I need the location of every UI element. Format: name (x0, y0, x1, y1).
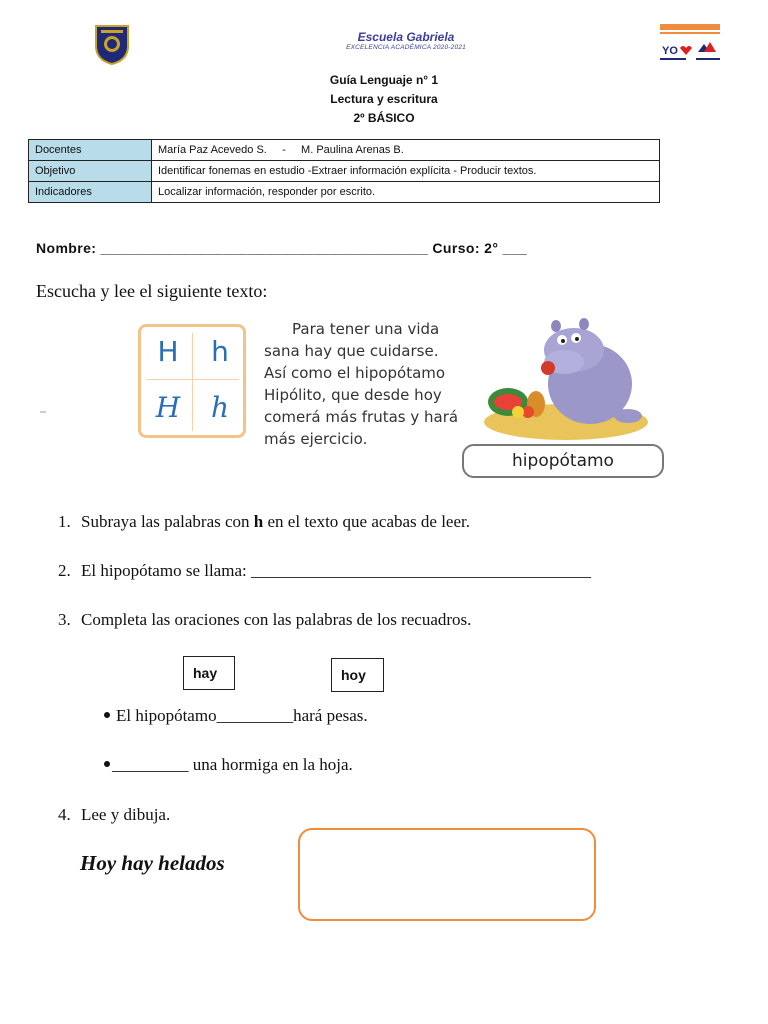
row-label-docentes: Docentes (29, 140, 152, 161)
uppercase-h-print: H (157, 335, 179, 368)
question-number: 4. (58, 805, 71, 824)
sponsor-logos (658, 22, 722, 66)
sentence-text: El hipopótamo_________hará pesas. (116, 706, 368, 725)
row-value-docentes: María Paz Acevedo S. - M. Paulina Arenas B. (152, 140, 660, 161)
bullet-icon (104, 761, 110, 767)
word-box-hay: hay (183, 656, 235, 690)
margin-mark (40, 402, 46, 408)
word-box-hoy: hoy (331, 658, 384, 692)
question-3 (58, 610, 471, 630)
story-line: más ejercicio. (264, 430, 368, 448)
school-name: Escuela Gabriela (357, 30, 455, 44)
row-value-objetivo: Identificar fonemas en estudio -Extraer información explícita - Producir textos. (152, 161, 660, 182)
question-2-text: El hipopótamo se llama: ________________________________________ (81, 561, 591, 580)
guide-subtitle: Lectura y escritura (330, 92, 438, 106)
question-number: 3. (58, 610, 71, 629)
question-1-letter: h (253, 512, 264, 531)
story-line: Hipólito, que desde hoy (264, 386, 442, 404)
drawing-area[interactable] (298, 828, 596, 921)
svg-text:YO: YO (662, 45, 678, 57)
word-label-hipopotamo: hipopótamo (462, 444, 664, 478)
story-text (264, 318, 464, 450)
school-motto: EXCELENCIA ACADÉMICA 2020-2021 (346, 44, 466, 51)
row-label-objetivo: Objetivo (29, 161, 152, 182)
row-label-indicadores: Indicadores (29, 182, 152, 203)
sentence-item-1 (104, 706, 368, 726)
grade-level: 2º BÁSICO (353, 111, 415, 125)
question-1 (58, 512, 470, 532)
hippo-eating-fruit-illustration (478, 312, 648, 442)
question-1-text-start: Subraya las palabras con (81, 512, 254, 531)
lowercase-h-cursive: h (210, 391, 230, 424)
sentence-text: _________ una hormiga en la hoja. (112, 755, 353, 774)
question-number: 2. (58, 561, 71, 580)
row-value-indicadores: Localizar información, responder por escrito. (152, 182, 660, 203)
question-number: 1. (58, 512, 71, 531)
uppercase-h-cursive: H (155, 391, 181, 424)
question-3-text: Completa las oraciones con las palabras de los recuadros. (81, 610, 472, 629)
question-2 (58, 561, 591, 581)
name-course-line: Nombre: ________________________________________ Curso: 2° ___ (36, 240, 528, 256)
story-line: sana hay que cuidarse. (264, 342, 439, 360)
question-4-text: Lee y dibuja. (81, 805, 171, 824)
question-1-text-end: en el texto que acabas de leer. (263, 512, 470, 531)
story-line: Así como el hipopótamo (264, 364, 446, 382)
story-line: Para tener una vida (292, 320, 440, 338)
table-row (29, 182, 660, 203)
draw-prompt-text: Hoy hay helados (80, 851, 225, 875)
lowercase-h-print: h (211, 335, 229, 368)
guide-title: Guía Lenguaje n° 1 (329, 73, 439, 87)
table-row (29, 140, 660, 161)
question-4 (58, 805, 170, 825)
card-divider-horizontal (147, 379, 239, 380)
reading-instruction: Escucha y lee el siguiente texto: (36, 281, 268, 301)
bullet-icon (104, 712, 110, 718)
info-table (28, 139, 660, 203)
table-row (29, 161, 660, 182)
sentence-item-2 (104, 755, 353, 775)
story-line: comerá más frutas y hará (264, 408, 459, 426)
letter-h-card (138, 324, 246, 438)
